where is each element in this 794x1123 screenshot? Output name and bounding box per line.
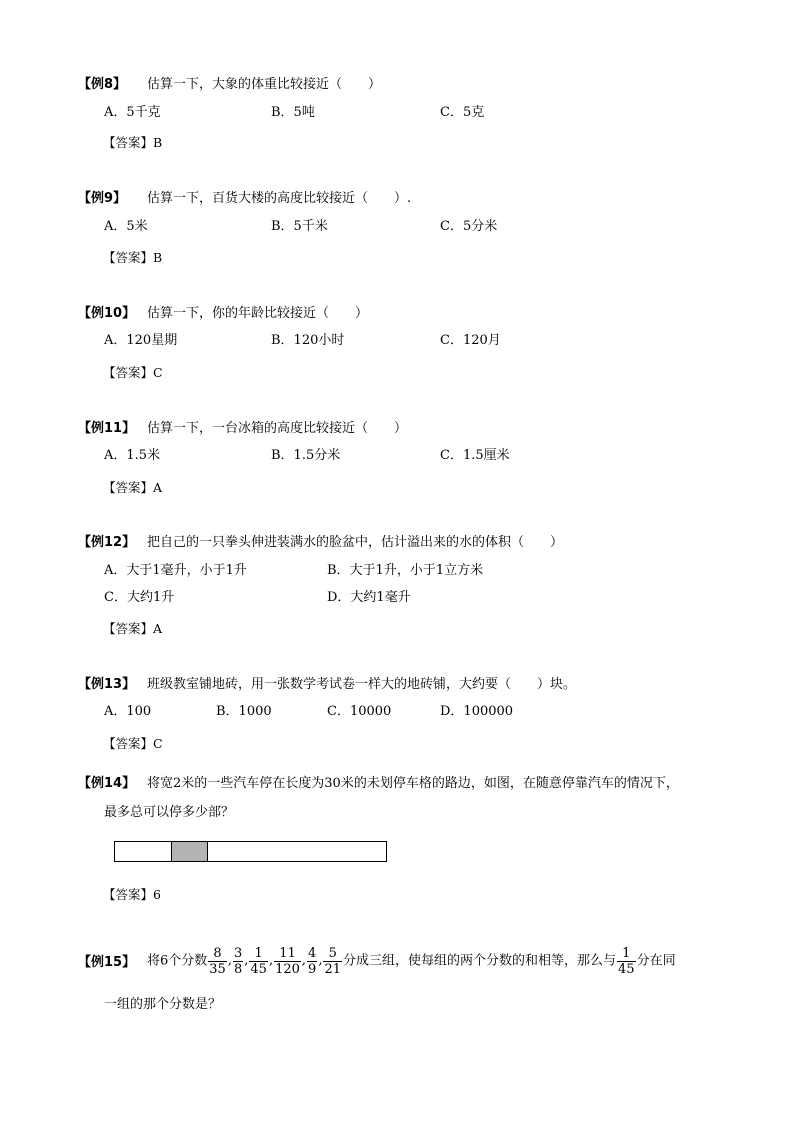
problem-15-label: 【例15】 [78,955,136,970]
comma: , [227,953,232,968]
problem-10-label: 【例10】 [78,306,136,321]
fraction-4-9 [307,946,317,977]
denominator: 45 [250,961,267,977]
answer-label: 【答案】 [103,736,154,751]
denominator: 120 [275,961,300,977]
parked-car-segment [172,842,208,861]
problem-14-answer [103,887,161,903]
problem-13-option-d: D．100000 [440,704,514,719]
problem-8-option-b: B．5吨 [271,105,315,120]
problem-9-option-b: B．5千米 [271,219,328,234]
problem-11-option-c: C．1.5厘米 [440,448,510,463]
answer-label: 【答案】 [103,135,154,150]
comma: , [268,953,274,968]
answer-label: 【答案】 [103,887,154,902]
problem-15-pre-text: 将6个分数 [147,953,208,969]
problem-10-option-c: C．120月 [440,333,501,348]
numerator: 8 [208,946,227,962]
problem-14-question-line1: 将宽2米的一些汽车停在长度为30米的未划停车格的路边，如图，在随意停靠汽车的情况下， [147,776,679,791]
problem-12-answer [103,621,162,637]
problem-11-question: 估算一下，一台冰箱的高度比较接近（ ） [147,421,408,436]
problem-15-question [147,941,676,983]
answer-label: 【答案】 [103,621,154,636]
answer-value: C [153,736,163,751]
problem-9-option-a: A．5米 [104,219,148,234]
problem-8-option-c: C．5克 [440,105,485,120]
problem-8-option-a: A．5千克 [104,105,161,120]
problem-10-answer [103,365,163,381]
problem-12-label: 【例12】 [78,535,136,550]
parking-strip-diagram [114,841,387,862]
denominator: 45 [618,961,635,977]
problem-13-question: 班级教室铺地砖，用一张数学考试卷一样大的地砖铺，大约要（ ）块。 [147,677,577,692]
comma: , [318,953,323,968]
problem-9-question: 估算一下，百货大楼的高度比较接近（ ）. [147,191,412,206]
fraction-5-21 [323,946,342,977]
problem-15-mid-text: 分成三组，使每组的两个分数的和相等，那么与 [343,953,617,969]
answer-label: 【答案】 [103,480,154,495]
problem-13-option-c: C．10000 [327,704,392,719]
problem-12-option-d: D．大约1毫升 [327,590,411,605]
problem-13-option-b: B．1000 [216,704,272,719]
comma: , [244,953,249,968]
problem-11-label: 【例11】 [78,421,136,436]
problem-12-option-c: C．大约1升 [104,590,175,605]
problem-8-label: 【例8】 [78,77,127,92]
numerator: 3 [233,945,243,961]
comma: , [301,953,307,968]
numerator: 1 [617,946,636,962]
denominator: 8 [233,961,243,977]
problem-15-question-line2: 一组的那个分数是？ [104,997,222,1012]
answer-value: C [153,365,163,380]
answer-value: B [153,250,163,265]
numerator: 4 [308,945,317,961]
answer-value: A [153,480,163,495]
problem-14-question-line2: 最多总可以停多少部？ [104,805,235,820]
fraction-11-120 [274,946,301,977]
answer-value: B [153,135,163,150]
problem-13-answer [103,736,163,752]
problem-8-question: 估算一下，大象的体重比较接近（ ） [147,77,382,92]
problem-10-option-a: A．120星期 [104,333,178,348]
numerator: 11 [274,946,301,962]
problem-9-option-c: C．5分米 [440,219,498,234]
answer-value: A [153,621,163,636]
denominator: 21 [324,961,342,977]
answer-label: 【答案】 [103,365,154,380]
problem-11-option-b: B．1.5分米 [271,448,341,463]
fraction-3-8 [233,946,243,977]
problem-9-label: 【例9】 [78,191,127,206]
denominator: 9 [308,961,317,977]
problem-11-option-a: A．1.5米 [104,448,161,463]
problem-13-option-a: A．100 [104,704,152,719]
fraction-8-35 [208,946,227,977]
answer-value: 6 [153,887,161,902]
problem-10-option-b: B．120小时 [271,333,345,348]
problem-12-question: 把自己的一只拳头伸进装满水的脸盆中，估计溢出来的水的体积（ ） [147,535,564,550]
problem-15-post-text: 分在同 [636,953,676,969]
denominator: 35 [209,961,226,977]
problem-8-answer [103,135,162,151]
problem-11-answer [103,480,162,496]
fraction-target-1-45 [617,946,636,977]
problem-13-label: 【例13】 [78,677,136,692]
problem-9-answer [103,250,162,266]
fraction-1-45 [249,946,268,977]
numerator: 1 [249,946,268,962]
answer-label: 【答案】 [103,250,154,265]
problem-10-question: 估算一下，你的年龄比较接近（ ） [147,306,369,321]
problem-12-option-b: B．大于1升，小于1立方米 [327,563,484,578]
problem-14-label: 【例14】 [78,776,136,791]
problem-12-option-a: A．大于1毫升，小于1升 [104,563,247,578]
numerator: 5 [323,946,342,962]
parking-segment [115,842,172,861]
